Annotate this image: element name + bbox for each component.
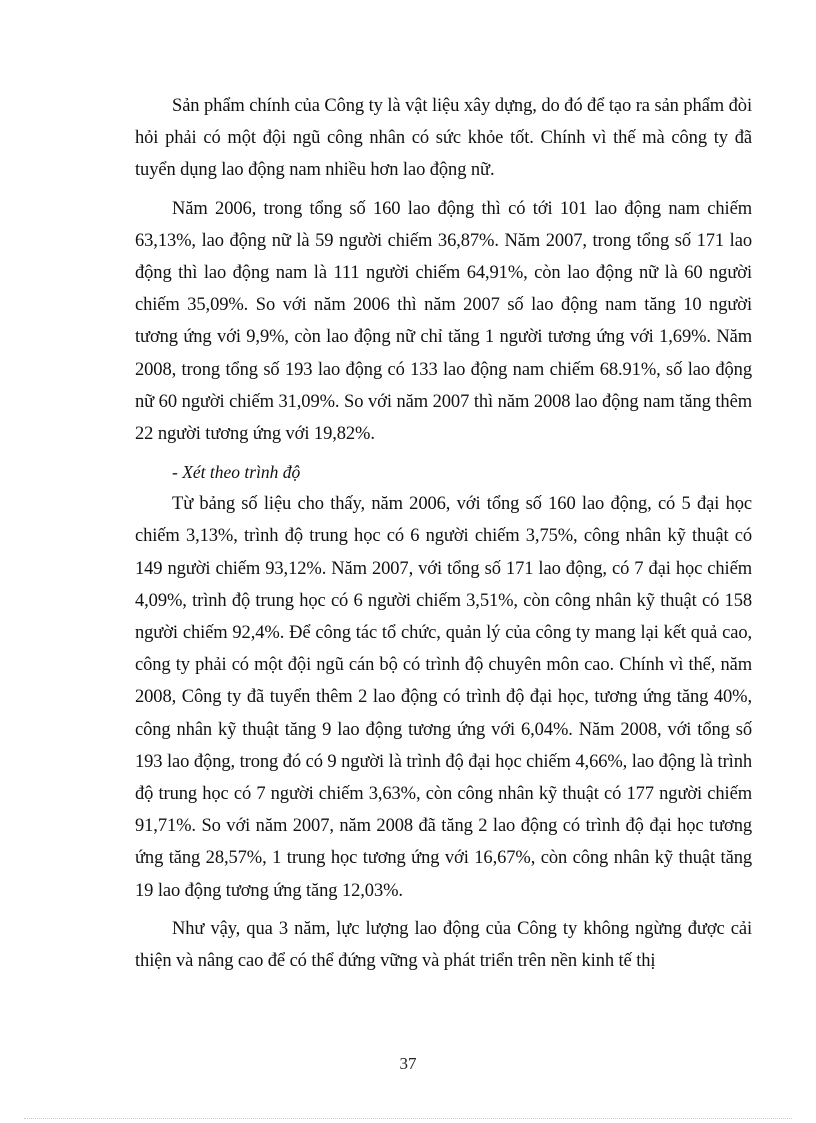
- document-body: [135, 90, 752, 983]
- section-subheading: - Xét theo trình độ: [172, 462, 301, 483]
- paragraph-qualification-statistics: Từ bảng số liệu cho thấy, năm 2006, với tổng số 160 lao động, có 5 đại học chiếm 3,13%, trình độ trung học có 6 người chiếm 3,75%, công nhân kỹ thuật có 149 người chiếm 93,12%. Năm 2007, với tổng số 171 lao động, có 7 đại học chiếm 4,09%, trình độ trung học có 6 người chiếm 3,51%, còn công nhân kỹ thuật có 158 người chiếm 92,4%. Để công tác tổ chức, quản lý của công ty mang lại kết quả cao, công ty phải có một đội ngũ cán bộ có trình độ chuyên môn cao. Chính vì thế, năm 2008, Công ty đã tuyển thêm 2 lao động có trình độ đại học, tương ứng tăng 40%, công nhân kỹ thuật tăng 9 lao động tương ứng với 6,04%. Năm 2008, với tổng số 193 lao động, trong đó có 9 người là trình độ đại học chiếm 4,66%, lao động là trình độ trung học có 7 người chiếm 3,63%, còn công nhân kỹ thuật có 177 người chiếm 91,71%. So với năm 2007, năm 2008 đã tăng 2 lao động có trình độ đại học tương ứng tăng 28,57%, 1 trung học tương ứng với 16,67%, còn công nhân kỹ thuật tăng 19 lao động tương ứng tăng 12,03%.: [135, 494, 752, 901]
- page-number: 37: [399, 1054, 417, 1073]
- paragraph-gender-statistics: Năm 2006, trong tổng số 160 lao động thì có tới 101 lao động nam chiếm 63,13%, lao động nữ là 59 người chiếm 36,87%. Năm 2007, trong tổng số 171 lao động thì lao động nam là 111 người chiếm 64,91%, còn lao động nữ là 60 người chiếm 35,09%. So với năm 2006 thì năm 2007 số lao động nam tăng 10 người tương ứng với 9,9%, còn lao động nữ chỉ tăng 1 người tương ứng với 1,69%. Năm 2008, trong tổng số 193 lao động có 133 lao động nam chiếm 68.91%, số lao động nữ 60 người chiếm 31,09%. So với năm 2007 thì năm 2008 lao động nam tăng thêm 22 người tương ứng với 19,82%.: [135, 198, 752, 445]
- footer-divider: [24, 1118, 792, 1119]
- paragraph-conclusion: Như vậy, qua 3 năm, lực lượng lao động của Công ty không ngừng được cải thiện và nâng cao để có thể đứng vững và phát triển trên nền kinh tế thị: [135, 918, 752, 972]
- paragraph-product-workforce: Sản phẩm chính của Công ty là vật liệu xây dựng, do đó để tạo ra sản phẩm đòi hỏi phải có một đội ngũ công nhân có sức khỏe tốt. Chính vì thế mà công ty đã tuyển dụng lao động nam nhiều hơn lao động nữ.: [135, 96, 752, 181]
